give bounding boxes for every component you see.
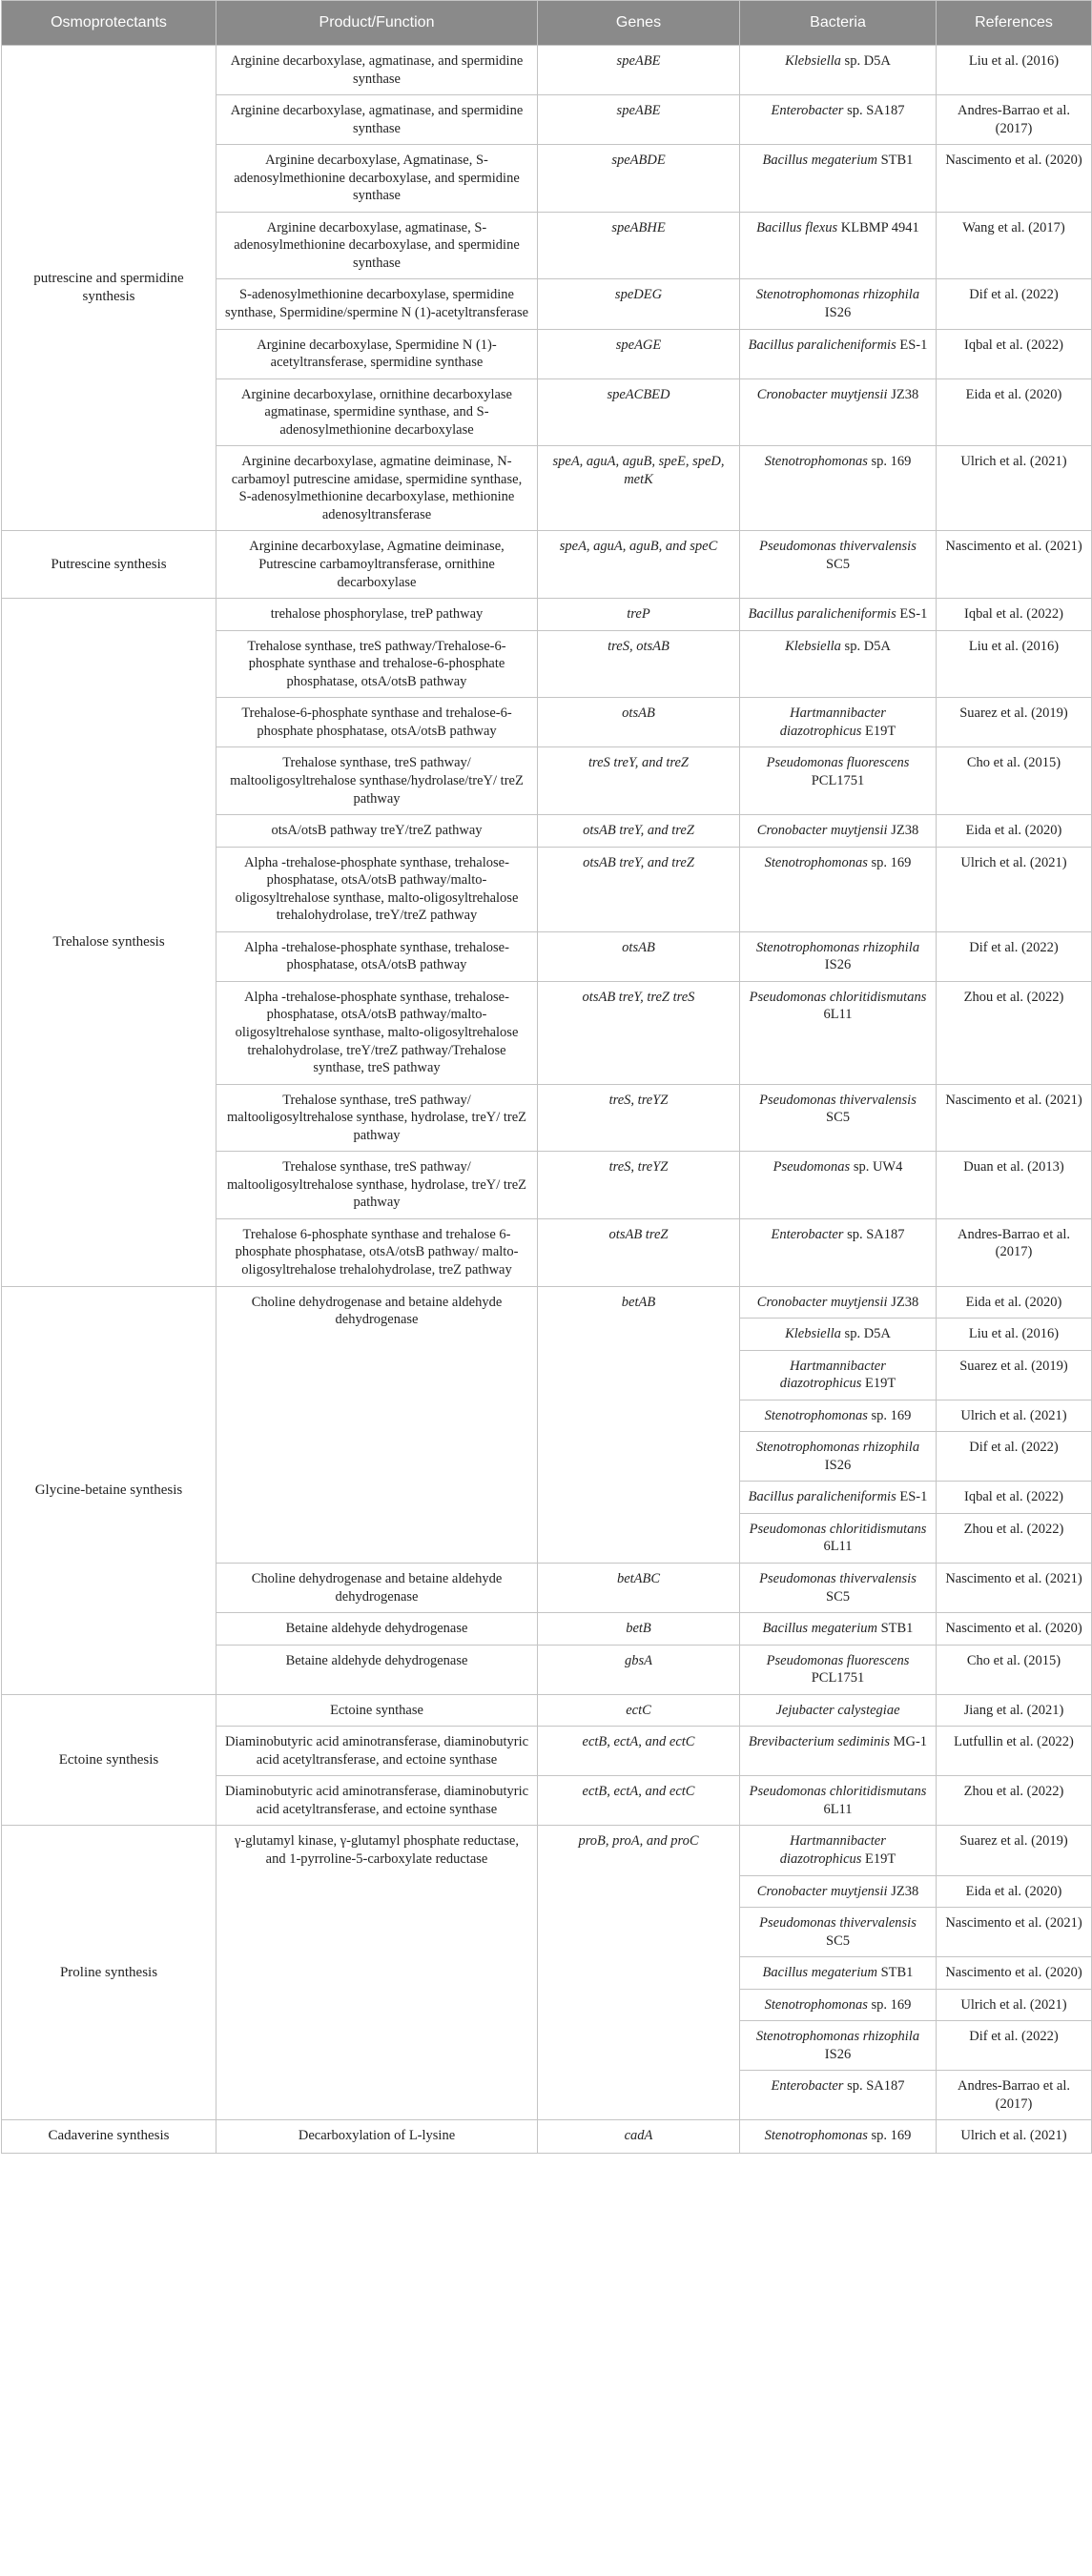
product-function-cell: Arginine decarboxylase, agmatinase, S-adenosylmethionine decarboxylase, and spermidine synthase	[216, 212, 538, 279]
bacteria-strain: STB1	[876, 1621, 914, 1637]
reference-cell: Suarez et al. (2019)	[937, 1826, 1092, 1875]
bacteria-strain: IS26	[824, 305, 852, 321]
osmoprotectant-group-cell: Ectoine synthesis	[2, 1694, 216, 1826]
reference-cell: Eida et al. (2020)	[937, 1875, 1092, 1908]
bacteria-cell	[740, 1564, 937, 1613]
reference-cell: Andres-Barrao et al. (2017)	[937, 2071, 1092, 2120]
product-function-cell: Alpha -trehalose-phosphate synthase, trehalose-phosphatase, otsA/otsB pathway/malto-oligosyltrehalose synthase, malto-oligosyltrehalose trehalohydrolase, treY/treZ pathway/Trehalose synthase, treS pathway	[216, 981, 538, 1084]
reference-cell: Jiang et al. (2021)	[937, 1694, 1092, 1727]
genes-cell: treS, treYZ	[538, 1152, 740, 1219]
reference-cell: Eida et al. (2020)	[937, 378, 1092, 446]
bacteria-species-name: Pseudomonas thivervalensis	[759, 1092, 917, 1108]
bacteria-species-name: Bacillus paralicheniformis	[748, 337, 896, 353]
bacteria-cell	[740, 145, 937, 213]
header-osmoprotectants: Osmoprotectants	[2, 1, 216, 46]
bacteria-cell	[740, 212, 937, 279]
bacteria-species-name: Cronobacter muytjensii	[756, 823, 888, 839]
reference-cell: Andres-Barrao et al. (2017)	[937, 95, 1092, 145]
bacteria-cell	[740, 1482, 937, 1514]
reference-cell: Iqbal et al. (2022)	[937, 329, 1092, 378]
bacteria-species-name: Enterobacter	[771, 1226, 844, 1242]
bacteria-species-name: Pseudomonas fluorescens	[766, 755, 910, 771]
bacteria-species-name: Jejubacter calystegiae	[775, 1702, 900, 1718]
table-row	[2, 531, 1092, 599]
osmoprotectant-group-cell: Cadaverine synthesis	[2, 2120, 216, 2153]
product-function-cell: Trehalose synthase, treS pathway/ maltooligosyltrehalose synthase/hydrolase/treY/ treZ pathway	[216, 747, 538, 815]
bacteria-cell	[740, 1957, 937, 1990]
reference-cell: Iqbal et al. (2022)	[937, 1482, 1092, 1514]
bacteria-species-name: Brevibacterium sediminis	[748, 1734, 890, 1750]
bacteria-cell	[740, 1513, 937, 1563]
reference-cell: Liu et al. (2016)	[937, 46, 1092, 95]
bacteria-cell	[740, 279, 937, 329]
bacteria-cell	[740, 630, 937, 698]
bacteria-strain: sp. UW4	[850, 1159, 903, 1176]
bacteria-species-name: Pseudomonas thivervalensis	[759, 539, 917, 555]
bacteria-strain: sp. D5A	[840, 53, 891, 69]
reference-cell: Nascimento et al. (2021)	[937, 531, 1092, 599]
bacteria-strain: sp. 169	[867, 454, 912, 470]
product-function-cell: otsA/otsB pathway treY/treZ pathway	[216, 815, 538, 848]
bacteria-species-name: Stenotrophomonas rhizophila	[755, 2029, 920, 2045]
genes-cell: speAGE	[538, 329, 740, 378]
genes-cell: otsAB treY, and treZ	[538, 815, 740, 848]
bacteria-strain: 6L11	[823, 1539, 853, 1555]
osmoprotectant-group-cell: Trehalose synthesis	[2, 599, 216, 1286]
product-function-cell: Arginine decarboxylase, Agmatinase, S-adenosylmethionine decarboxylase, and spermidine synthase	[216, 145, 538, 213]
bacteria-strain: E19T	[861, 1851, 896, 1868]
bacteria-species-name: Hartmannibacter diazotrophicus	[779, 1358, 886, 1392]
reference-cell: Eida et al. (2020)	[937, 1286, 1092, 1319]
reference-cell: Dif et al. (2022)	[937, 2021, 1092, 2071]
product-function-cell: Diaminobutyric acid aminotransferase, diaminobutyric acid acetyltransferase, and ectoine synthase	[216, 1776, 538, 1826]
product-function-cell: Alpha -trehalose-phosphate synthase, trehalose-phosphatase, otsA/otsB pathway/malto-oligosyltrehalose synthase, malto-oligosyltrehalose trehalohydrolase, treY/treZ pathway	[216, 847, 538, 931]
bacteria-cell	[740, 1319, 937, 1351]
bacteria-cell	[740, 1694, 937, 1727]
reference-cell: Suarez et al. (2019)	[937, 1350, 1092, 1400]
genes-cell: otsAB	[538, 931, 740, 981]
bacteria-species-name: Stenotrophomonas rhizophila	[755, 1440, 920, 1456]
bacteria-strain: E19T	[861, 723, 896, 739]
table-row	[2, 46, 1092, 95]
genes-cell: otsAB treY, and treZ	[538, 847, 740, 931]
bacteria-species-name: Stenotrophomonas	[764, 1996, 868, 2013]
bacteria-species-name: Bacillus megaterium	[762, 153, 877, 169]
product-function-cell: Trehalose synthase, treS pathway/ maltooligosyltrehalose synthase, hydrolase, treY/ treZ pathway	[216, 1152, 538, 1219]
bacteria-cell	[740, 46, 937, 95]
bacteria-species-name: Pseudomonas chloritidismutans	[749, 1784, 927, 1800]
bacteria-species-name: Bacillus paralicheniformis	[748, 1489, 896, 1505]
bacteria-cell	[740, 2021, 937, 2071]
product-function-cell: Choline dehydrogenase and betaine aldehyde dehydrogenase	[216, 1286, 538, 1563]
bacteria-species-name: Pseudomonas thivervalensis	[759, 1915, 917, 1932]
bacteria-strain: sp. SA187	[843, 1226, 905, 1242]
reference-cell: Nascimento et al. (2020)	[937, 145, 1092, 213]
bacteria-cell	[740, 1727, 937, 1776]
bacteria-species-name: Bacillus megaterium	[762, 1965, 877, 1981]
genes-cell: speABE	[538, 46, 740, 95]
bacteria-strain: JZ38	[887, 823, 919, 839]
bacteria-cell	[740, 1152, 937, 1219]
bacteria-strain: SC5	[826, 1588, 850, 1605]
bacteria-species-name: Pseudomonas fluorescens	[766, 1652, 910, 1668]
bacteria-strain: E19T	[861, 1376, 896, 1392]
bacteria-species-name: Enterobacter	[771, 103, 844, 119]
reference-cell: Dif et al. (2022)	[937, 279, 1092, 329]
reference-cell: Cho et al. (2015)	[937, 1645, 1092, 1694]
genes-cell: treS treY, and treZ	[538, 747, 740, 815]
product-function-cell: Ectoine synthase	[216, 1694, 538, 1727]
osmoprotectant-group-cell: Glycine-betaine synthesis	[2, 1286, 216, 1694]
bacteria-strain: IS26	[824, 957, 852, 973]
genes-cell: ectB, ectA, and ectC	[538, 1727, 740, 1776]
bacteria-species-name: Hartmannibacter diazotrophicus	[779, 705, 886, 739]
bacteria-strain: IS26	[824, 1457, 852, 1473]
genes-cell: otsAB treY, treZ treS	[538, 981, 740, 1084]
genes-cell: ectB, ectA, and ectC	[538, 1776, 740, 1826]
bacteria-species-name: Bacillus paralicheniformis	[748, 606, 896, 623]
bacteria-cell	[740, 815, 937, 848]
product-function-cell: Arginine decarboxylase, agmatinase, and spermidine synthase	[216, 46, 538, 95]
bacteria-species-name: Cronobacter muytjensii	[756, 1883, 888, 1899]
genes-cell: otsAB	[538, 698, 740, 747]
reference-cell: Ulrich et al. (2021)	[937, 1989, 1092, 2021]
header-bacteria: Bacteria	[740, 1, 937, 46]
bacteria-cell	[740, 446, 937, 531]
bacteria-cell	[740, 2071, 937, 2120]
bacteria-cell	[740, 1084, 937, 1152]
reference-cell: Dif et al. (2022)	[937, 931, 1092, 981]
bacteria-strain: SC5	[826, 557, 850, 573]
bacteria-strain: IS26	[824, 2046, 852, 2062]
reference-cell: Zhou et al. (2022)	[937, 981, 1092, 1084]
bacteria-species-name: Pseudomonas chloritidismutans	[749, 1521, 927, 1537]
bacteria-strain: sp. SA187	[843, 2078, 905, 2095]
bacteria-cell	[740, 747, 937, 815]
genes-cell: otsAB treZ	[538, 1218, 740, 1286]
bacteria-strain: sp. SA187	[843, 103, 905, 119]
genes-cell: treS, otsAB	[538, 630, 740, 698]
bacteria-cell	[740, 1826, 937, 1875]
bacteria-cell	[740, 981, 937, 1084]
bacteria-strain: PCL1751	[811, 772, 865, 788]
table-row	[2, 1286, 1092, 1319]
genes-cell: ectC	[538, 1694, 740, 1727]
header-product-function: Product/Function	[216, 1, 538, 46]
header-references: References	[937, 1, 1092, 46]
bacteria-species-name: Cronobacter muytjensii	[756, 1294, 888, 1310]
bacteria-cell	[740, 1218, 937, 1286]
genes-cell: speDEG	[538, 279, 740, 329]
genes-cell: betABC	[538, 1564, 740, 1613]
bacteria-cell	[740, 931, 937, 981]
bacteria-strain: sp. 169	[867, 1996, 912, 2013]
genes-cell: treP	[538, 599, 740, 631]
header-genes: Genes	[538, 1, 740, 46]
bacteria-cell	[740, 1908, 937, 1957]
reference-cell: Suarez et al. (2019)	[937, 698, 1092, 747]
product-function-cell: Arginine decarboxylase, agmatine deiminase, N-carbamoyl putrescine amidase, spermidine synthase, S-adenosylmethionine decarboxylase, methionine adenosyltransferase	[216, 446, 538, 531]
bacteria-cell	[740, 1645, 937, 1694]
bacteria-cell	[740, 847, 937, 931]
bacteria-species-name: Pseudomonas chloritidismutans	[749, 989, 927, 1005]
bacteria-strain: JZ38	[887, 1883, 919, 1899]
bacteria-species-name: Pseudomonas thivervalensis	[759, 1571, 917, 1586]
table-row	[2, 1694, 1092, 1727]
bacteria-species-name: Stenotrophomonas rhizophila	[755, 939, 920, 955]
header-row	[2, 1, 1092, 46]
table-body	[2, 46, 1092, 2154]
product-function-cell: Trehalose synthase, treS pathway/ maltooligosyltrehalose synthase, hydrolase, treY/ treZ pathway	[216, 1084, 538, 1152]
bacteria-strain: sp. D5A	[840, 638, 891, 654]
bacteria-strain: ES-1	[896, 606, 928, 623]
genes-cell: betB	[538, 1613, 740, 1646]
reference-cell: Andres-Barrao et al. (2017)	[937, 1218, 1092, 1286]
table-row	[2, 1826, 1092, 1875]
reference-cell: Liu et al. (2016)	[937, 630, 1092, 698]
product-function-cell: Arginine decarboxylase, Agmatine deiminase, Putrescine carbamoyltransferase, ornithine decarboxylase	[216, 531, 538, 599]
bacteria-species-name: Enterobacter	[771, 2078, 844, 2095]
genes-cell: speABHE	[538, 212, 740, 279]
reference-cell: Liu et al. (2016)	[937, 1319, 1092, 1351]
reference-cell: Ulrich et al. (2021)	[937, 847, 1092, 931]
bacteria-strain: 6L11	[823, 1007, 853, 1023]
bacteria-strain: ES-1	[896, 337, 928, 353]
bacteria-strain: sp. 169	[867, 2128, 912, 2144]
bacteria-strain: STB1	[876, 153, 914, 169]
bacteria-species-name: Klebsiella	[785, 1326, 841, 1342]
bacteria-strain: sp. 169	[867, 1407, 912, 1423]
bacteria-species-name: Stenotrophomonas rhizophila	[755, 287, 920, 303]
bacteria-cell	[740, 2120, 937, 2153]
bacteria-strain: 6L11	[823, 1801, 853, 1817]
bacteria-species-name: Hartmannibacter diazotrophicus	[779, 1833, 886, 1868]
bacteria-strain: STB1	[876, 1965, 914, 1981]
bacteria-cell	[740, 329, 937, 378]
bacteria-species-name: Pseudomonas	[773, 1159, 851, 1176]
product-function-cell: Betaine aldehyde dehydrogenase	[216, 1645, 538, 1694]
table-row	[2, 599, 1092, 631]
product-function-cell: Arginine decarboxylase, agmatinase, and spermidine synthase	[216, 95, 538, 145]
reference-cell: Nascimento et al. (2021)	[937, 1908, 1092, 1957]
product-function-cell: Trehalose synthase, treS pathway/Trehalose-6-phosphate synthase and trehalose-6-phosphate phosphatase, otsA/otsB pathway	[216, 630, 538, 698]
reference-cell: Duan et al. (2013)	[937, 1152, 1092, 1219]
reference-cell: Nascimento et al. (2020)	[937, 1957, 1092, 1990]
bacteria-strain: SC5	[826, 1110, 850, 1126]
bacteria-species-name: Klebsiella	[785, 53, 841, 69]
genes-cell: cadA	[538, 2120, 740, 2153]
bacteria-strain: sp. D5A	[840, 1326, 891, 1342]
product-function-cell: Betaine aldehyde dehydrogenase	[216, 1613, 538, 1646]
bacteria-species-name: Stenotrophomonas	[764, 854, 868, 870]
product-function-cell: Trehalose 6-phosphate synthase and trehalose 6-phosphate phosphatase, otsA/otsB pathway/ malto-oligosyltrehalose trehalohydrolase, treZ pathway	[216, 1218, 538, 1286]
bacteria-cell	[740, 1613, 937, 1646]
product-function-cell: Decarboxylation of L-lysine	[216, 2120, 538, 2153]
reference-cell: Nascimento et al. (2020)	[937, 1613, 1092, 1646]
osmoprotectants-table	[1, 0, 1092, 2154]
product-function-cell: Diaminobutyric acid aminotransferase, diaminobutyric acid acetyltransferase, and ectoine synthase	[216, 1727, 538, 1776]
genes-cell: speABE	[538, 95, 740, 145]
bacteria-strain: sp. 169	[867, 854, 912, 870]
reference-cell: Ulrich et al. (2021)	[937, 1400, 1092, 1432]
bacteria-cell	[740, 531, 937, 599]
genes-cell: proB, proA, and proC	[538, 1826, 740, 2120]
product-function-cell: Trehalose-6-phosphate synthase and trehalose-6-phosphate phosphatase, otsA/otsB pathway	[216, 698, 538, 747]
bacteria-cell	[740, 599, 937, 631]
table-header	[2, 1, 1092, 46]
bacteria-strain: SC5	[826, 1932, 850, 1949]
bacteria-species-name: Bacillus megaterium	[762, 1621, 877, 1637]
reference-cell: Iqbal et al. (2022)	[937, 599, 1092, 631]
bacteria-cell	[740, 1776, 937, 1826]
genes-cell: speA, aguA, aguB, speE, speD, metK	[538, 446, 740, 531]
product-function-cell: γ-glutamyl kinase, γ-glutamyl phosphate reductase, and 1-pyrroline-5-carboxylate reductase	[216, 1826, 538, 2120]
reference-cell: Dif et al. (2022)	[937, 1432, 1092, 1482]
table-row	[2, 2120, 1092, 2153]
product-function-cell: S-adenosylmethionine decarboxylase, spermidine synthase, Spermidine/spermine N (1)-acetyltransferase	[216, 279, 538, 329]
bacteria-species-name: Stenotrophomonas	[764, 1407, 868, 1423]
product-function-cell: Choline dehydrogenase and betaine aldehyde dehydrogenase	[216, 1564, 538, 1613]
bacteria-species-name: Stenotrophomonas	[764, 454, 868, 470]
osmoprotectant-group-cell: Proline synthesis	[2, 1826, 216, 2120]
bacteria-cell	[740, 378, 937, 446]
reference-cell: Cho et al. (2015)	[937, 747, 1092, 815]
bacteria-strain: JZ38	[887, 386, 919, 402]
bacteria-species-name: Cronobacter muytjensii	[756, 386, 888, 402]
bacteria-cell	[740, 1875, 937, 1908]
reference-cell: Zhou et al. (2022)	[937, 1776, 1092, 1826]
genes-cell: gbsA	[538, 1645, 740, 1694]
bacteria-species-name: Klebsiella	[785, 638, 841, 654]
reference-cell: Ulrich et al. (2021)	[937, 446, 1092, 531]
bacteria-cell	[740, 1286, 937, 1319]
reference-cell: Ulrich et al. (2021)	[937, 2120, 1092, 2153]
genes-cell: speACBED	[538, 378, 740, 446]
product-function-cell: Arginine decarboxylase, ornithine decarboxylase agmatinase, spermidine synthase, and S-adenosylmethionine decarboxylase	[216, 378, 538, 446]
reference-cell: Nascimento et al. (2021)	[937, 1084, 1092, 1152]
bacteria-strain: JZ38	[887, 1294, 919, 1310]
product-function-cell: Arginine decarboxylase, Spermidine N (1)-acetyltransferase, spermidine synthase	[216, 329, 538, 378]
bacteria-cell	[740, 1400, 937, 1432]
bacteria-cell	[740, 1432, 937, 1482]
bacteria-cell	[740, 1350, 937, 1400]
bacteria-cell	[740, 698, 937, 747]
product-function-cell: Alpha -trehalose-phosphate synthase, trehalose-phosphatase, otsA/otsB pathway	[216, 931, 538, 981]
reference-cell: Nascimento et al. (2021)	[937, 1564, 1092, 1613]
bacteria-cell	[740, 1989, 937, 2021]
product-function-cell: trehalose phosphorylase, treP pathway	[216, 599, 538, 631]
bacteria-strain: ES-1	[896, 1489, 928, 1505]
osmoprotectant-group-cell: putrescine and spermidine synthesis	[2, 46, 216, 531]
reference-cell: Wang et al. (2017)	[937, 212, 1092, 279]
genes-cell: speABDE	[538, 145, 740, 213]
genes-cell: betAB	[538, 1286, 740, 1563]
bacteria-cell	[740, 95, 937, 145]
bacteria-strain: KLBMP 4941	[837, 219, 919, 235]
reference-cell: Zhou et al. (2022)	[937, 1513, 1092, 1563]
bacteria-strain: MG-1	[889, 1734, 928, 1750]
osmoprotectant-group-cell: Putrescine synthesis	[2, 531, 216, 599]
reference-cell: Lutfullin et al. (2022)	[937, 1727, 1092, 1776]
bacteria-species-name: Bacillus flexus	[756, 219, 838, 235]
genes-cell: speA, aguA, aguB, and speC	[538, 531, 740, 599]
bacteria-strain: PCL1751	[811, 1670, 865, 1687]
reference-cell: Eida et al. (2020)	[937, 815, 1092, 848]
genes-cell: treS, treYZ	[538, 1084, 740, 1152]
bacteria-species-name: Stenotrophomonas	[764, 2128, 868, 2144]
